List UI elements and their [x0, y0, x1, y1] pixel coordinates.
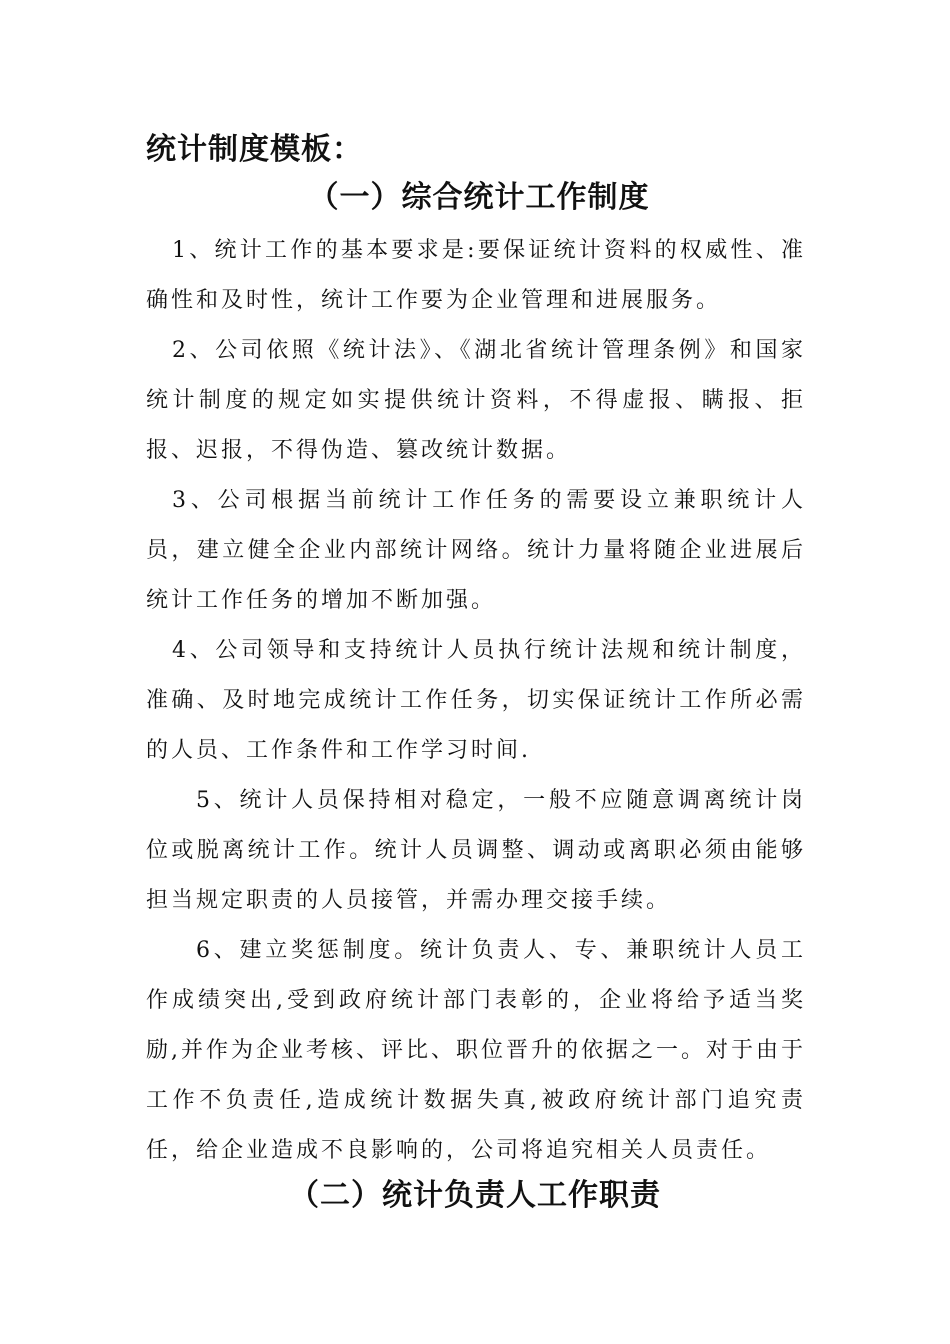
paragraph-6: 6、建立奖惩制度。统计负责人、专、兼职统计人员工作成绩突出,受到政府统计部门表彰的，企业将给予适当奖励,并作为企业考核、评比、职位晋升的依据之一。对于由于工作不负责任,造成统计数据失真,被政府统计部门追究责任，给企业造成不良影响的，公司将追究相关人员责任。 — [146, 938, 806, 1163]
paragraph-2: 2、公司依照《统计法》、《湖北省统计管理条例》和国家统计制度的规定如实提供统计资料，不得虚报、瞒报、拒报、迟报，不得伪造、篡改统计数据。 — [146, 338, 806, 463]
section-heading-1: （一）综合统计工作制度 — [308, 180, 650, 215]
paragraph-1: 1、统计工作的基本要求是:要保证统计资料的权威性、准确性和及时性，统计工作要为企业管理和进展服务。 — [146, 238, 806, 313]
paragraph-4: 4、公司领导和支持统计人员执行统计法规和统计制度，准确、及时地完成统计工作任务，切实保证统计工作所必需的人员、工作条件和工作学习时间. — [146, 638, 806, 763]
paragraph-3: 3、公司根据当前统计工作任务的需要设立兼职统计人员，建立健全企业内部统计网络。统计力量将随企业进展后统计工作任务的增加不断加强。 — [146, 488, 806, 613]
section-heading-2: （二）统计负责人工作职责 — [289, 1178, 661, 1213]
paragraph-5: 5、统计人员保持相对稳定，一般不应随意调离统计岗位或脱离统计工作。统计人员调整、调动或离职必须由能够担当规定职责的人员接管，并需办理交接手续。 — [146, 788, 806, 913]
document-title: 统计制度模板： — [146, 132, 363, 167]
